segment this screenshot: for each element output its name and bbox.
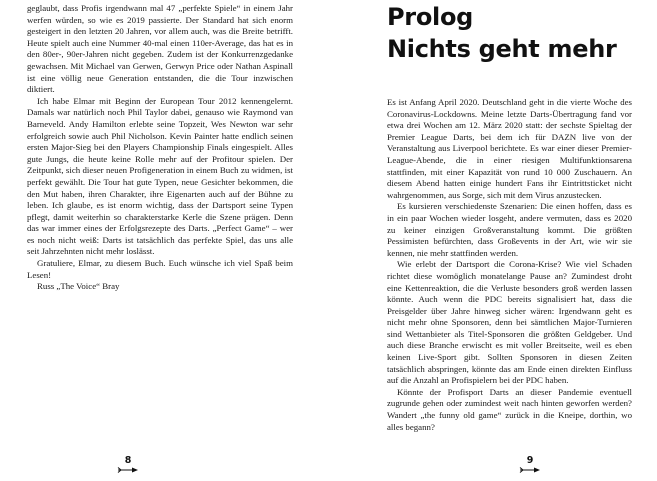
dart-arrow-icon (519, 467, 541, 473)
paragraph: Es ist Anfang April 2020. Deutschland geht in die vierte Woche des Coronavirus-Lockdowns. Meine letzte Darts-Übertragung fand vor etwa drei Wochen am 12. März 2020 statt: der sechste Spieltag der Premier League Darts, bei dem ich für DAZN live von der Veranstaltung aus Liverpool berichtete. Es war einer dieser Premier-League-Abende, die in einer riesigen Multifunktionsarena stattfinden, mit einer Kapazität von rund 10 000 Zuschauern. An diesem Abend hatten einige hundert Fans ihr Eintrittsticket nicht wahrgenommen, aus Sorge, sich mit dem Virus anzustecken. (387, 97, 632, 200)
chapter-title: Nichts geht mehr (387, 35, 617, 63)
paragraph: Wie erlebt der Dartsport die Corona-Krise? Wie viel Schaden richtet diese womöglich monatelange Pause an? Zumindest droht eine Kettenreaktion, die die Verluste besonders groß werden lassen könnte. Auch wenn die PDC bereits signalisiert hat, dass die Preisgelder über Jahre hinweg sicher wären: Irgendwann geht es nicht mehr ohne Sponsoren, denn bei sämtlichen Major-Turnieren sind Wettanbieter als Titel-Sponsoren die größten Geldgeber. Und auch diese Branche erwischt es mit voller Breitseite, weil es eben keinen Live-Sport gibt. Sollten Sponsoren in diesen Zeiten tatsächlich abspringen, könnte das am Ende einen direkten Einfluss auf die Anzahl an Profispielern bei der PDC haben. (387, 259, 632, 386)
paragraph: Gratuliere, Elmar, zu diesem Buch. Euch wünsche ich viel Spaß beim Lesen! (27, 258, 293, 280)
page-number-right (510, 455, 550, 473)
signature-line: Russ „The Voice“ Bray (37, 281, 120, 292)
page-number: 8 (124, 455, 132, 466)
right-page-text (387, 97, 632, 433)
left-page-text (27, 3, 293, 293)
right-page (328, 0, 657, 481)
chapter-heading (387, 1, 637, 65)
paragraph: Es kursieren verschiedenste Szenarien: Die einen hoffen, dass es in ein paar Wochen wieder losgeht, andere vermuten, dass es 2020 zu keiner einzigen Großveranstaltung kommt. Die größten Pessimisten befürchten, dass Großevents in der Art, wie wir sie kennen, nie mehr stattfinden werden. (387, 201, 632, 258)
dart-arrow-icon (117, 467, 139, 473)
paragraph: Könnte der Profisport Darts an dieser Pandemie eventuell zugrunde gehen oder zumindest weit nach hinten geworfen werden? Wandert „the funny old game“ zurück in die Kneipe, dorthin, wo alles begann? (387, 386, 632, 432)
left-page (0, 0, 328, 481)
chapter-label: Prolog (387, 3, 474, 31)
paragraph: geglaubt, dass Profis irgendwann mal 47 „perfekte Spiele“ in einem Jahr werfen würden, so wie es 2019 passierte. Der Standard hat sich enorm gesteigert in den letzten 20 Jahren, vor allem auch, was die Breite betrifft. Heute spielt auch eine Nummer 40-mal einen 110er-Average, das hat es in den 80er-, 90er-Jahren nicht gegeben. Zudem ist der Konkurrenzgedanke gewachsen. Mit Michael van Gerwen, Gerwyn Price oder Nathan Aspinall ist eine völlig neue Generation entstanden, die die Tour inzwischen diktiert. (27, 3, 293, 95)
page-number: 9 (526, 455, 534, 466)
page-number-left (108, 455, 148, 473)
paragraph: Ich habe Elmar mit Beginn der European Tour 2012 kennengelernt. Damals war natürlich noch Phil Taylor dabei, genauso wie Raymond van Barneveld. Andy Hamilton erlebte seine Topzeit, Wes Newton war sehr erfolgreich sowie auch Phil Nicholson. Kevin Painter hatte endlich seinen ersten Major-Sieg bei den Players Championship Finals eingespielt. Alles gute Jungs, die heute keine Rolle mehr auf der Profitour spielen. Der Zeitpunkt, sich dieser neuen Profigeneration in einem Buch zu widmen, ist perfekt gewählt. Die Tour hat gute Typen, neue Gesichter bekommen, die den Mut haben, ihren Charakter, ihre Eigenarten auch auf der Bühne zu leben. Ich glaube, es ist enorm wichtig, dass der Dartsport seine Typen pflegt, damit weiterhin so charakterstarke Kerle die Szene prägen. Denn das war immer eines der Erfolgsrezepte des Darts. „Perfect Game“ – wer es noch nicht weiß: Darts ist tatsächlich das perfekte Spiel, das uns alle seit Jahrzehnten nicht mehr loslässt. (27, 95, 293, 257)
